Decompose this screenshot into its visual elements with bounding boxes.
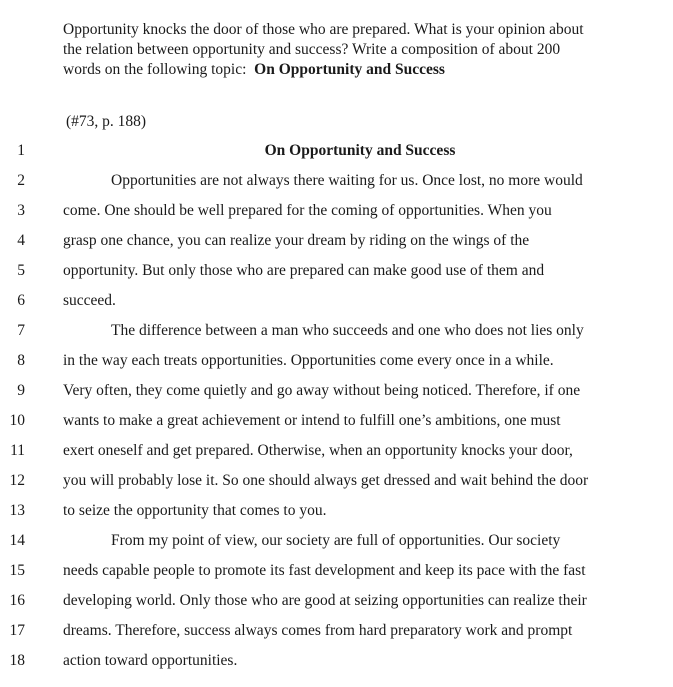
essay-line [0, 381, 673, 411]
essay-line [0, 501, 673, 531]
essay-line [0, 441, 673, 471]
line-text: you will probably lose it. So one should always get dressed and wait behind the door [63, 472, 589, 489]
line-text: wants to make a great achievement or intend to fulfill one’s ambitions, one must [63, 412, 561, 429]
essay-line [0, 141, 673, 171]
prompt-line: the relation between opportunity and success? Write a composition of about 200 [63, 41, 561, 58]
line-number: 12 [9, 472, 25, 489]
line-text: action toward opportunities. [63, 652, 238, 669]
line-number: 6 [17, 292, 25, 309]
line-text: to seize the opportunity that comes to you. [63, 502, 327, 519]
line-text: Very often, they come quietly and go away without being noticed. Therefore, if one [63, 382, 581, 399]
essay-line [0, 531, 673, 561]
essay-title: On Opportunity and Success [264, 142, 456, 159]
source-reference: (#73, p. 188) [66, 113, 147, 130]
line-number: 2 [17, 172, 25, 189]
essay-line [0, 591, 673, 621]
line-text: developing world. Only those who are good at seizing opportunities can realize their [63, 592, 587, 609]
prompt-line: Opportunity knocks the door of those who are prepared. What is your opinion about [63, 21, 584, 38]
line-number: 13 [9, 502, 25, 519]
line-number: 7 [17, 322, 25, 339]
line-text: exert oneself and get prepared. Otherwise, when an opportunity knocks your door, [63, 442, 573, 459]
prompt-topic: On Opportunity and Success [254, 61, 445, 78]
essay-line [0, 471, 673, 501]
line-text: needs capable people to promote its fast development and keep its pace with the fast [63, 562, 586, 579]
line-text: grasp one chance, you can realize your dream by riding on the wings of the [63, 232, 530, 249]
essay-line [0, 411, 673, 441]
line-text: come. One should be well prepared for the coming of opportunities. When you [63, 202, 552, 219]
line-number: 14 [9, 532, 25, 549]
prompt-line: words on the following topic: [63, 61, 255, 78]
essay-body [0, 141, 673, 681]
prompt-line-with-topic [63, 60, 663, 80]
line-number: 10 [9, 412, 25, 429]
essay-line [0, 291, 673, 321]
line-text: in the way each treats opportunities. Opportunities come every once in a while. [63, 352, 554, 369]
essay-line [0, 231, 673, 261]
essay-line [0, 651, 673, 681]
line-number: 5 [17, 262, 25, 279]
essay-line [0, 321, 673, 351]
essay-prompt [63, 20, 663, 80]
line-number: 9 [17, 382, 25, 399]
line-number: 8 [17, 352, 25, 369]
line-text: opportunity. But only those who are prepared can make good use of them and [63, 262, 545, 279]
essay-line [0, 261, 673, 291]
essay-line [0, 621, 673, 651]
line-number: 11 [10, 442, 25, 459]
essay-line [0, 351, 673, 381]
line-number: 16 [9, 592, 25, 609]
line-text: From my point of view, our society are full of opportunities. Our society [111, 532, 561, 549]
line-text: succeed. [63, 292, 116, 309]
essay-line [0, 171, 673, 201]
line-number: 3 [17, 202, 25, 219]
essay-line [0, 201, 673, 231]
line-number: 15 [9, 562, 25, 579]
line-number: 17 [9, 622, 25, 639]
essay-line [0, 561, 673, 591]
line-text: Opportunities are not always there waiting for us. Once lost, no more would [111, 172, 583, 189]
line-text: The difference between a man who succeeds and one who does not lies only [111, 322, 584, 339]
line-number: 1 [17, 142, 25, 159]
line-number: 18 [9, 652, 25, 669]
line-number: 4 [17, 232, 25, 249]
line-text: dreams. Therefore, success always comes from hard preparatory work and prompt [63, 622, 573, 639]
